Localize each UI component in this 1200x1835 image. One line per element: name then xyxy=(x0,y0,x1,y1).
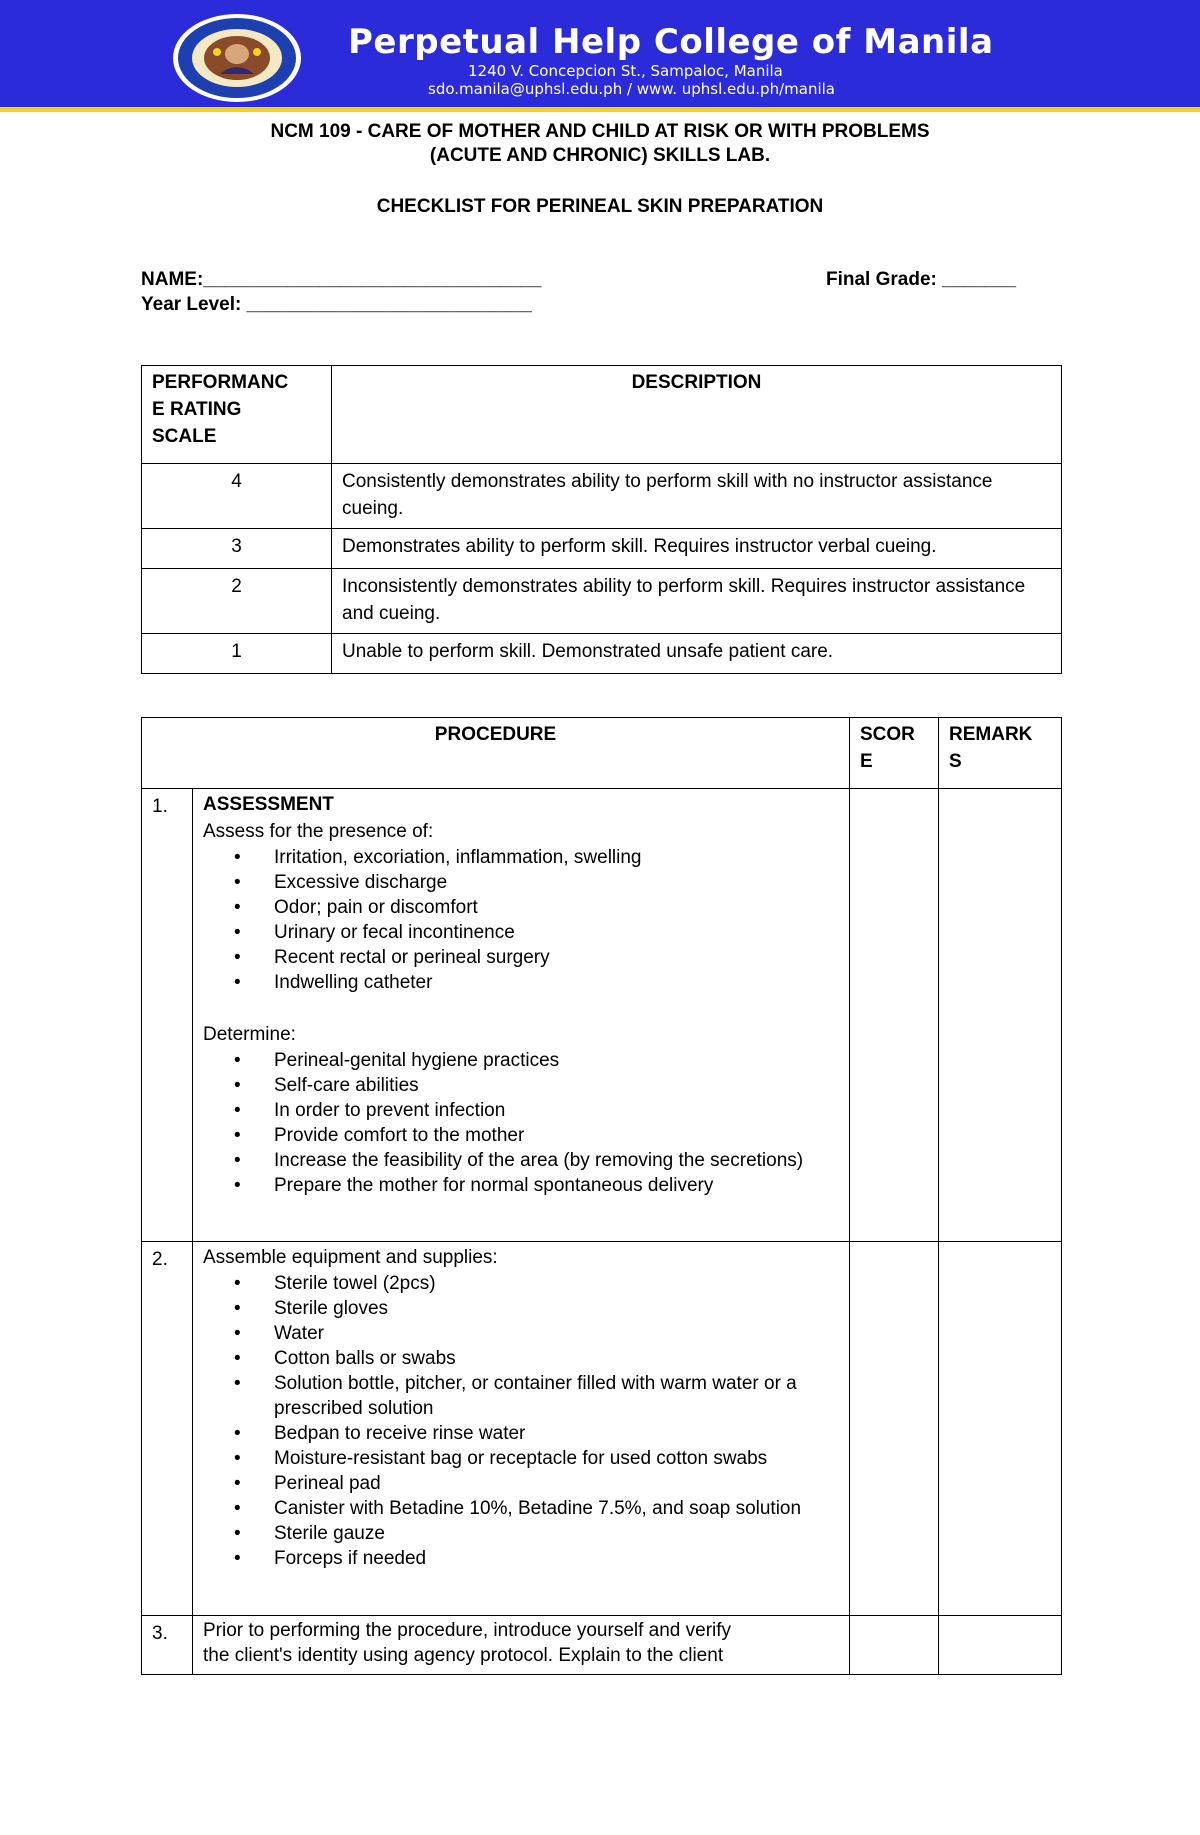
list-item: • Self-care abilities xyxy=(203,1073,839,1098)
bullet-list xyxy=(203,1271,839,1571)
step-title: ASSESSMENT xyxy=(203,794,334,815)
rating-description: Consistently demonstrates ability to perform skill with no instructor assistance cueing. xyxy=(332,464,1062,529)
step-text-line2: the client's identity using agency protocol. Explain to the client xyxy=(203,1645,724,1666)
table-row xyxy=(142,634,1062,674)
score-cell[interactable] xyxy=(850,789,939,1242)
step-number: 3. xyxy=(142,1616,193,1675)
procedure-step-row xyxy=(142,1242,1062,1616)
rating-description: Demonstrates ability to perform skill. Requires instructor verbal cueing. xyxy=(332,529,1062,569)
list-item: • Sterile gauze xyxy=(203,1521,839,1546)
procedure-step-row xyxy=(142,789,1062,1242)
list-item: • Excessive discharge xyxy=(203,870,839,895)
list-item: • Increase the feasibility of the area (by removing the secretions) xyxy=(203,1148,839,1173)
rating-value: 4 xyxy=(142,464,332,529)
list-item: • Irritation, excoriation, inflammation, swelling xyxy=(203,845,839,870)
step-content xyxy=(193,1242,850,1616)
step-intro: Assemble equipment and supplies: xyxy=(203,1247,498,1268)
list-item: • Bedpan to receive rinse water xyxy=(203,1421,839,1446)
score-cell[interactable] xyxy=(850,1242,939,1616)
college-address: 1240 V. Concepcion St., Sampaloc, Manila xyxy=(468,62,783,80)
list-item: • Forceps if needed xyxy=(203,1546,839,1571)
rating-scale-header-line1: PERFORMANC xyxy=(152,372,289,393)
final-grade-field: Final Grade: _______ xyxy=(826,269,1017,290)
procedure-step-row xyxy=(142,1616,1062,1675)
list-item: • Canister with Betadine 10%, Betadine 7.5%, and soap solution xyxy=(203,1496,839,1521)
rating-scale-table xyxy=(141,365,1062,674)
college-name: Perpetual Help College of Manila xyxy=(348,22,994,62)
list-item: • Provide comfort to the mother xyxy=(203,1123,839,1148)
procedure-table xyxy=(141,717,1062,1675)
year-level-field: Year Level: ___________________________ xyxy=(141,294,532,315)
list-item: • Sterile gloves xyxy=(203,1296,839,1321)
step-intro-determine: Determine: xyxy=(203,1024,296,1045)
list-item: • Indwelling catheter xyxy=(203,970,839,995)
step-number: 1. xyxy=(142,789,193,1242)
header-banner xyxy=(0,0,1200,112)
list-item: • In order to prevent infection xyxy=(203,1098,839,1123)
rating-scale-header-row xyxy=(142,366,1062,464)
checklist-title: CHECKLIST FOR PERINEAL SKIN PREPARATION xyxy=(376,196,824,217)
bullet-list xyxy=(203,1048,839,1198)
list-item: • Water xyxy=(203,1321,839,1346)
course-title-line1: NCM 109 - CARE OF MOTHER AND CHILD AT RISK OR WITH PROBLEMS xyxy=(270,121,930,142)
remarks-header-line2: S xyxy=(949,751,962,772)
remarks-cell[interactable] xyxy=(939,789,1062,1242)
step-content xyxy=(193,789,850,1242)
remarks-cell[interactable] xyxy=(939,1242,1062,1616)
rating-description: Unable to perform skill. Demonstrated unsafe patient care. xyxy=(332,634,1062,674)
table-row xyxy=(142,569,1062,634)
list-item: • Perineal-genital hygiene practices xyxy=(203,1048,839,1073)
step-intro: Assess for the presence of: xyxy=(203,821,434,842)
remarks-header-line1: REMARK xyxy=(949,724,1033,745)
remarks-header xyxy=(939,718,1062,789)
score-header-line2: E xyxy=(860,751,873,772)
procedure-header-row xyxy=(142,718,1062,789)
course-title-line2: (ACUTE AND CHRONIC) SKILLS LAB. xyxy=(429,145,771,166)
step-content xyxy=(193,1616,850,1675)
rating-scale-header xyxy=(142,366,332,464)
rating-scale-header-line3: SCALE xyxy=(152,426,217,447)
table-row xyxy=(142,529,1062,569)
remarks-cell[interactable] xyxy=(939,1616,1062,1675)
list-item: • Urinary or fecal incontinence xyxy=(203,920,839,945)
list-item: • Odor; pain or discomfort xyxy=(203,895,839,920)
rating-description: Inconsistently demonstrates ability to perform skill. Requires instructor assistance and cueing. xyxy=(332,569,1062,634)
list-item: • Prepare the mother for normal spontaneous delivery xyxy=(203,1173,839,1198)
list-item: • Sterile towel (2pcs) xyxy=(203,1271,839,1296)
score-cell[interactable] xyxy=(850,1616,939,1675)
rating-value: 1 xyxy=(142,634,332,674)
rating-value: 3 xyxy=(142,529,332,569)
list-item: • Perineal pad xyxy=(203,1471,839,1496)
name-field: NAME:________________________________ xyxy=(141,269,542,290)
score-header xyxy=(850,718,939,789)
rating-scale-header-line2: E RATING xyxy=(152,399,242,420)
college-contact: sdo.manila@uphsl.edu.ph / www. uphsl.edu.ph/manila xyxy=(428,80,835,98)
list-item: • Recent rectal or perineal surgery xyxy=(203,945,839,970)
table-row xyxy=(142,464,1062,529)
step-number: 2. xyxy=(142,1242,193,1616)
description-header: DESCRIPTION xyxy=(332,366,1062,464)
score-header-line1: SCOR xyxy=(860,724,915,745)
procedure-header: PROCEDURE xyxy=(142,718,850,789)
bullet-list xyxy=(203,845,839,995)
list-item: • Moisture-resistant bag or receptacle for used cotton swabs xyxy=(203,1446,839,1471)
rating-value: 2 xyxy=(142,569,332,634)
step-text-line1: Prior to performing the procedure, introduce yourself and verify xyxy=(203,1620,732,1641)
college-seal-logo xyxy=(170,12,304,104)
list-item: • Cotton balls or swabs xyxy=(203,1346,839,1371)
list-item: • Solution bottle, pitcher, or container filled with warm water or a prescribed solution xyxy=(203,1371,839,1421)
